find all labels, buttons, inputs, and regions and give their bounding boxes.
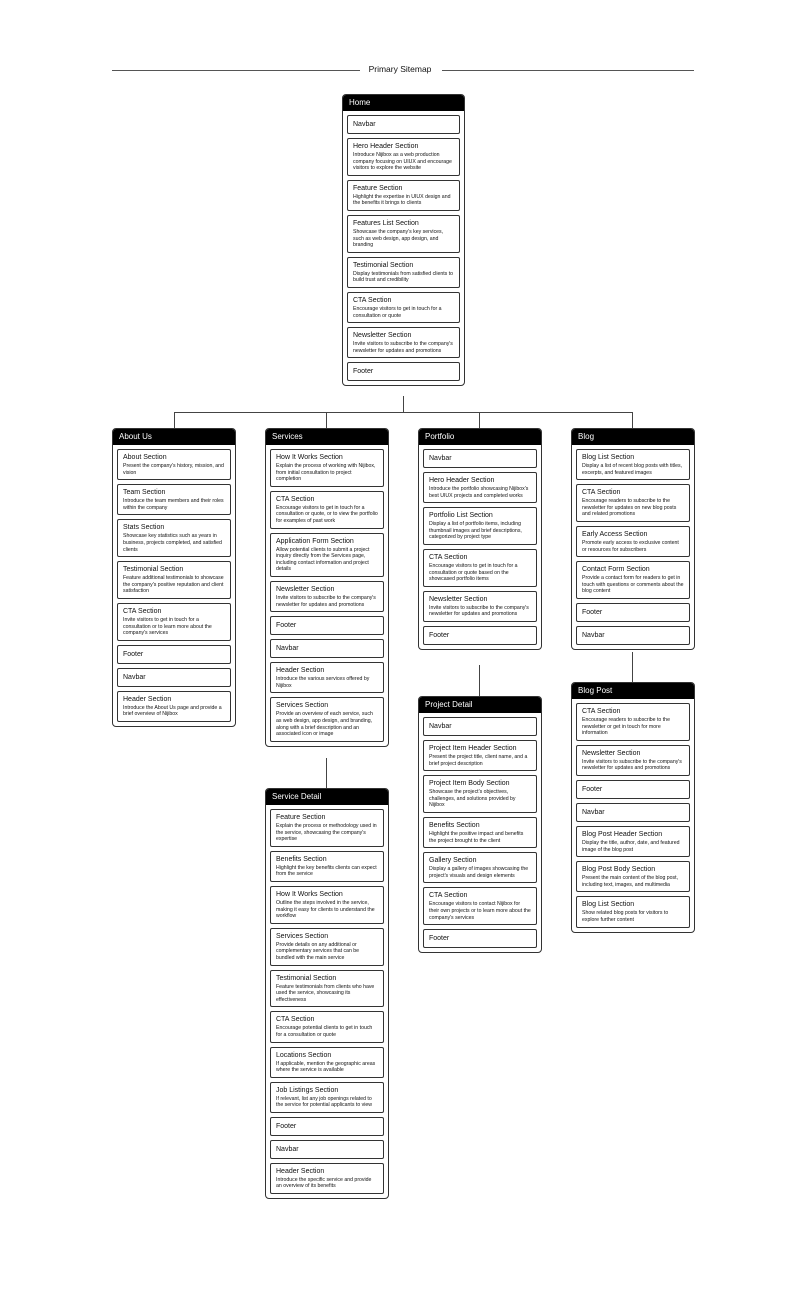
section-title: CTA Section [582,708,621,715]
section-item [117,645,231,664]
section-description: Introduce the portfolio showcasing Nijibox's best UIUX projects and completed works [429,486,529,499]
section-description: Invite visitors to subscribe to the company's newsletter for updates and promotions [429,604,529,618]
section-title: Locations Section [276,1051,332,1059]
section-title: Footer [429,631,450,639]
section-title: Newsletter Section [276,585,335,593]
section-item [270,1011,384,1042]
card-home [342,94,465,386]
card-header: Services [266,429,388,445]
section-description: Introduce Nijibox as a web production company focusing on UIUX and encourage visitors to explore the website [353,152,452,172]
connector-horizontal [174,412,633,413]
section-description: Showcase the project's objectives, challenges, and solutions provided by Nijibox [429,789,516,809]
card-header: Blog Post [572,683,694,699]
section-item [270,1140,384,1159]
section-item [347,138,460,176]
section-item [576,780,690,799]
card-blog [571,428,695,650]
section-item [270,970,384,1008]
section-description: Highlight the key benefits clients can expect from the service [276,864,377,878]
card-items [266,805,388,1194]
section-item [347,215,460,253]
section-title: Navbar [276,1145,299,1153]
section-description: Present the company's history, mission, and vision [123,463,224,476]
section-title: CTA Section [123,607,162,615]
section-item [576,703,690,741]
section-item [117,603,231,641]
card-header: Portfolio [419,429,541,445]
section-title: Footer [429,935,450,943]
section-item [423,626,537,645]
section-item [270,851,384,882]
section-title: Benefits Section [429,821,480,829]
section-title: Newsletter Section [582,749,641,757]
section-description: Introduce the various services offered by Nijibox [276,676,370,689]
section-description: Showcase the company's key services, such as web design, app design, and branding [353,228,444,249]
section-item [576,526,690,557]
section-title: Stats Section [123,524,165,532]
section-title: Feature Section [353,184,403,192]
section-title: Newsletter Section [353,332,412,340]
section-item [270,697,384,741]
card-header: Blog [572,429,694,445]
section-item [117,691,231,722]
card-header: Home [343,95,464,111]
section-description: Display a list of recent blog posts with titles, excerpts, and featured images [582,463,683,476]
section-title: Team Section [123,489,166,497]
section-item [347,257,460,288]
page-title-wrap [0,64,800,74]
section-item [270,1047,384,1078]
section-description: Provide an overview of each service, such as web design, app design, and branding, along with a brief description and an associated icon or image [276,711,373,738]
card-header: About Us [113,429,235,445]
section-item [270,616,384,635]
section-item [270,449,384,487]
card-project-detail [418,696,542,953]
section-title: CTA Section [429,553,468,561]
section-item [423,929,537,948]
section-title: Footer [582,608,603,616]
section-item [347,362,460,381]
section-description: Encourage visitors to get in touch for a consultation or quote [353,305,442,319]
section-description: Invite visitors to subscribe to the company's newsletter for updates and promotions [353,341,453,354]
section-description: Outline the steps involved in the service, making it easy for clients to understand the workflow [276,899,375,920]
section-title: Blog Post Header Section [582,830,663,838]
section-item [423,887,537,925]
section-description: Encourage readers to subscribe to the newsletter for updates on new blog posts and related promotions [582,498,677,518]
section-item [270,533,384,577]
section-title: Hero Header Section [353,143,419,150]
section-item [117,668,231,687]
section-item [576,449,690,480]
section-title: Job Listings Section [276,1086,339,1094]
card-items [343,111,464,381]
section-description: Display a list of portfolio items, including thumbnail images and brief descriptions, categorized by project type [429,521,522,541]
section-item [270,1082,384,1113]
section-description: Encourage readers to subscribe to the newsletter or get in touch for more information [582,717,670,737]
section-description: Explain the process of working with Nijibox, from initial consultation to project completion [276,463,376,483]
section-title: Feature Section [276,814,326,821]
card-items [419,445,541,645]
section-item [270,1117,384,1136]
section-description: Introduce the About Us page and provide a brief overview of Nijibox [123,704,222,718]
section-item [347,292,460,323]
section-title: Newsletter Section [429,595,488,603]
section-description: Showcase key statistics such as years in business, projects completed, and satisfied clients [123,533,222,553]
card-service-detail [265,788,389,1199]
section-description: Display the title, author, date, and featured image of the blog post [582,839,680,853]
connector-portfolio-detail [479,665,480,697]
section-title: CTA Section [582,489,621,497]
section-item [576,896,690,927]
section-item [270,1163,384,1194]
section-title: Portfolio List Section [429,512,493,520]
section-title: Early Access Section [582,530,648,538]
section-description: Highlight the expertise in UIUX design and the benefits it brings to clients [353,193,451,207]
section-item [576,603,690,622]
section-item [423,549,537,587]
section-title: Header Section [123,695,172,703]
section-title: Blog List Section [582,454,635,461]
section-title: Application Form Section [276,537,354,545]
section-item [270,639,384,658]
section-item [270,662,384,693]
section-title: Blog Post Body Section [582,866,656,874]
section-description: Allow potential clients to submit a project inquiry directly from the Services page, including contact information and project details [276,546,370,573]
section-description: Introduce the specific service and provide an overview of its benefits [276,1176,372,1190]
section-title: Testimonial Section [353,261,414,269]
section-title: Navbar [276,645,299,653]
section-description: If applicable, mention the geographic areas where the service is available [276,1060,376,1074]
section-item [423,591,537,622]
section-title: Navbar [582,808,605,816]
card-items [419,713,541,948]
card-items [572,445,694,645]
section-item [576,484,690,522]
section-description: Explain the process or methodology used in the service, showcasing the company's expertise [276,823,377,843]
section-item [270,491,384,529]
section-description: Feature testimonials from clients who have used the service, showcasing its effectiveness [276,983,375,1003]
section-title: Header Section [276,1167,325,1175]
section-description: Encourage visitors to get in touch for a consultation or quote based on the showcased portfolio items [429,562,518,583]
section-description: Invite visitors to get in touch for a consultation or to learn more about the company's services [123,616,212,637]
section-title: Navbar [582,631,605,639]
section-title: Footer [276,622,297,630]
section-title: Footer [276,1122,297,1130]
section-item [423,449,537,468]
section-description: Present the main content of the blog post, including text, images, and multimedia [582,875,679,888]
section-item [270,928,384,966]
connector-home-down [403,396,404,412]
section-description: Introduce the team members and their roles within the company [123,498,224,511]
section-title: Header Section [276,667,325,675]
section-item [576,826,690,857]
section-item [117,561,231,599]
connector-about [174,412,175,428]
section-description: Display testimonials from satisfied clients to build trust and credibility [353,270,454,284]
section-title: Blog List Section [582,901,635,909]
section-item [576,561,690,599]
section-item [423,817,537,848]
section-title: Project Item Body Section [429,780,510,788]
section-item [347,115,460,134]
section-item [576,745,690,776]
section-description: Invite visitors to subscribe to the company's newsletter for updates and promotions [582,758,682,772]
connector-blog-post [632,652,633,683]
card-portfolio [418,428,542,650]
section-title: Footer [582,785,603,793]
card-blog-post [571,682,695,933]
section-description: Invite visitors to subscribe to the company's newsletter for updates and promotions [276,594,376,608]
connector-services-detail [326,758,327,788]
section-description: Promote early access to exclusive content or resources for subscribers [582,539,679,553]
section-description: Show related blog posts for visitors to explore further content [582,910,669,923]
section-item [270,886,384,924]
section-description: Provide details on any additional or complementary services that can be bundled with the main service [276,941,360,961]
section-title: How It Works Section [276,454,343,461]
card-header: Project Detail [419,697,541,713]
card-services [265,428,389,747]
card-items [572,699,694,928]
section-item [576,861,690,892]
section-item [347,327,460,358]
section-title: Footer [123,650,144,658]
section-title: About Section [123,454,167,461]
section-item [423,472,537,503]
section-title: Features List Section [353,219,419,227]
section-title: Services Section [276,702,329,710]
section-title: Project Item Header Section [429,745,517,752]
section-title: Footer [353,368,374,376]
section-title: Navbar [353,121,376,128]
section-title: How It Works Section [276,890,343,898]
section-item [347,180,460,211]
connector-portfolio [479,412,480,428]
section-item [423,507,537,545]
section-title: Navbar [123,673,146,681]
section-item [423,740,537,771]
section-description: If relevant, list any job openings related to the service for potential applicants to view [276,1095,373,1109]
section-description: Feature additional testimonials to showcase the company's positive reputation and client satisfaction [123,575,224,595]
section-item [423,852,537,883]
section-description: Present the project title, client name, and a brief project description [429,754,528,767]
section-item [576,803,690,822]
section-item [270,581,384,612]
connector-blog [632,412,633,428]
section-title: Navbar [429,455,452,462]
section-description: Encourage visitors to contact Nijibox for their own projects or to learn more about the company's services [429,901,531,921]
section-item [117,519,231,557]
section-title: CTA Section [429,892,468,900]
section-item [423,775,537,813]
section-title: Benefits Section [276,855,327,863]
card-header: Service Detail [266,789,388,805]
card-about-us [112,428,236,727]
section-description: Encourage visitors to get in touch for a consultation or quote, or to view the portfolio for examples of past work [276,504,378,524]
section-title: CTA Section [276,495,315,503]
section-description: Provide a contact form for readers to get in touch with questions or comments about the blog content [582,575,684,595]
section-title: CTA Section [353,296,392,304]
page-title: Primary Sitemap [360,64,441,74]
section-title: Testimonial Section [123,566,184,574]
section-item [117,484,231,515]
section-title: Gallery Section [429,857,477,865]
section-title: Hero Header Section [429,477,495,484]
section-description: Encourage potential clients to get in touch for a consultation or quote [276,1025,373,1038]
section-title: Services Section [276,932,329,940]
section-title: Contact Form Section [582,566,650,574]
section-description: Display a gallery of images showcasing the project's visuals and design elements [429,866,529,879]
section-title: Testimonial Section [276,974,337,982]
section-title: Navbar [429,723,452,730]
section-item [117,449,231,480]
section-description: Highlight the positive impact and benefits the project brought to the client [429,830,524,844]
card-items [113,445,235,722]
connector-services [326,412,327,428]
section-item [270,809,384,847]
section-item [423,717,537,736]
card-items [266,445,388,742]
section-title: CTA Section [276,1016,315,1024]
section-item [576,626,690,645]
